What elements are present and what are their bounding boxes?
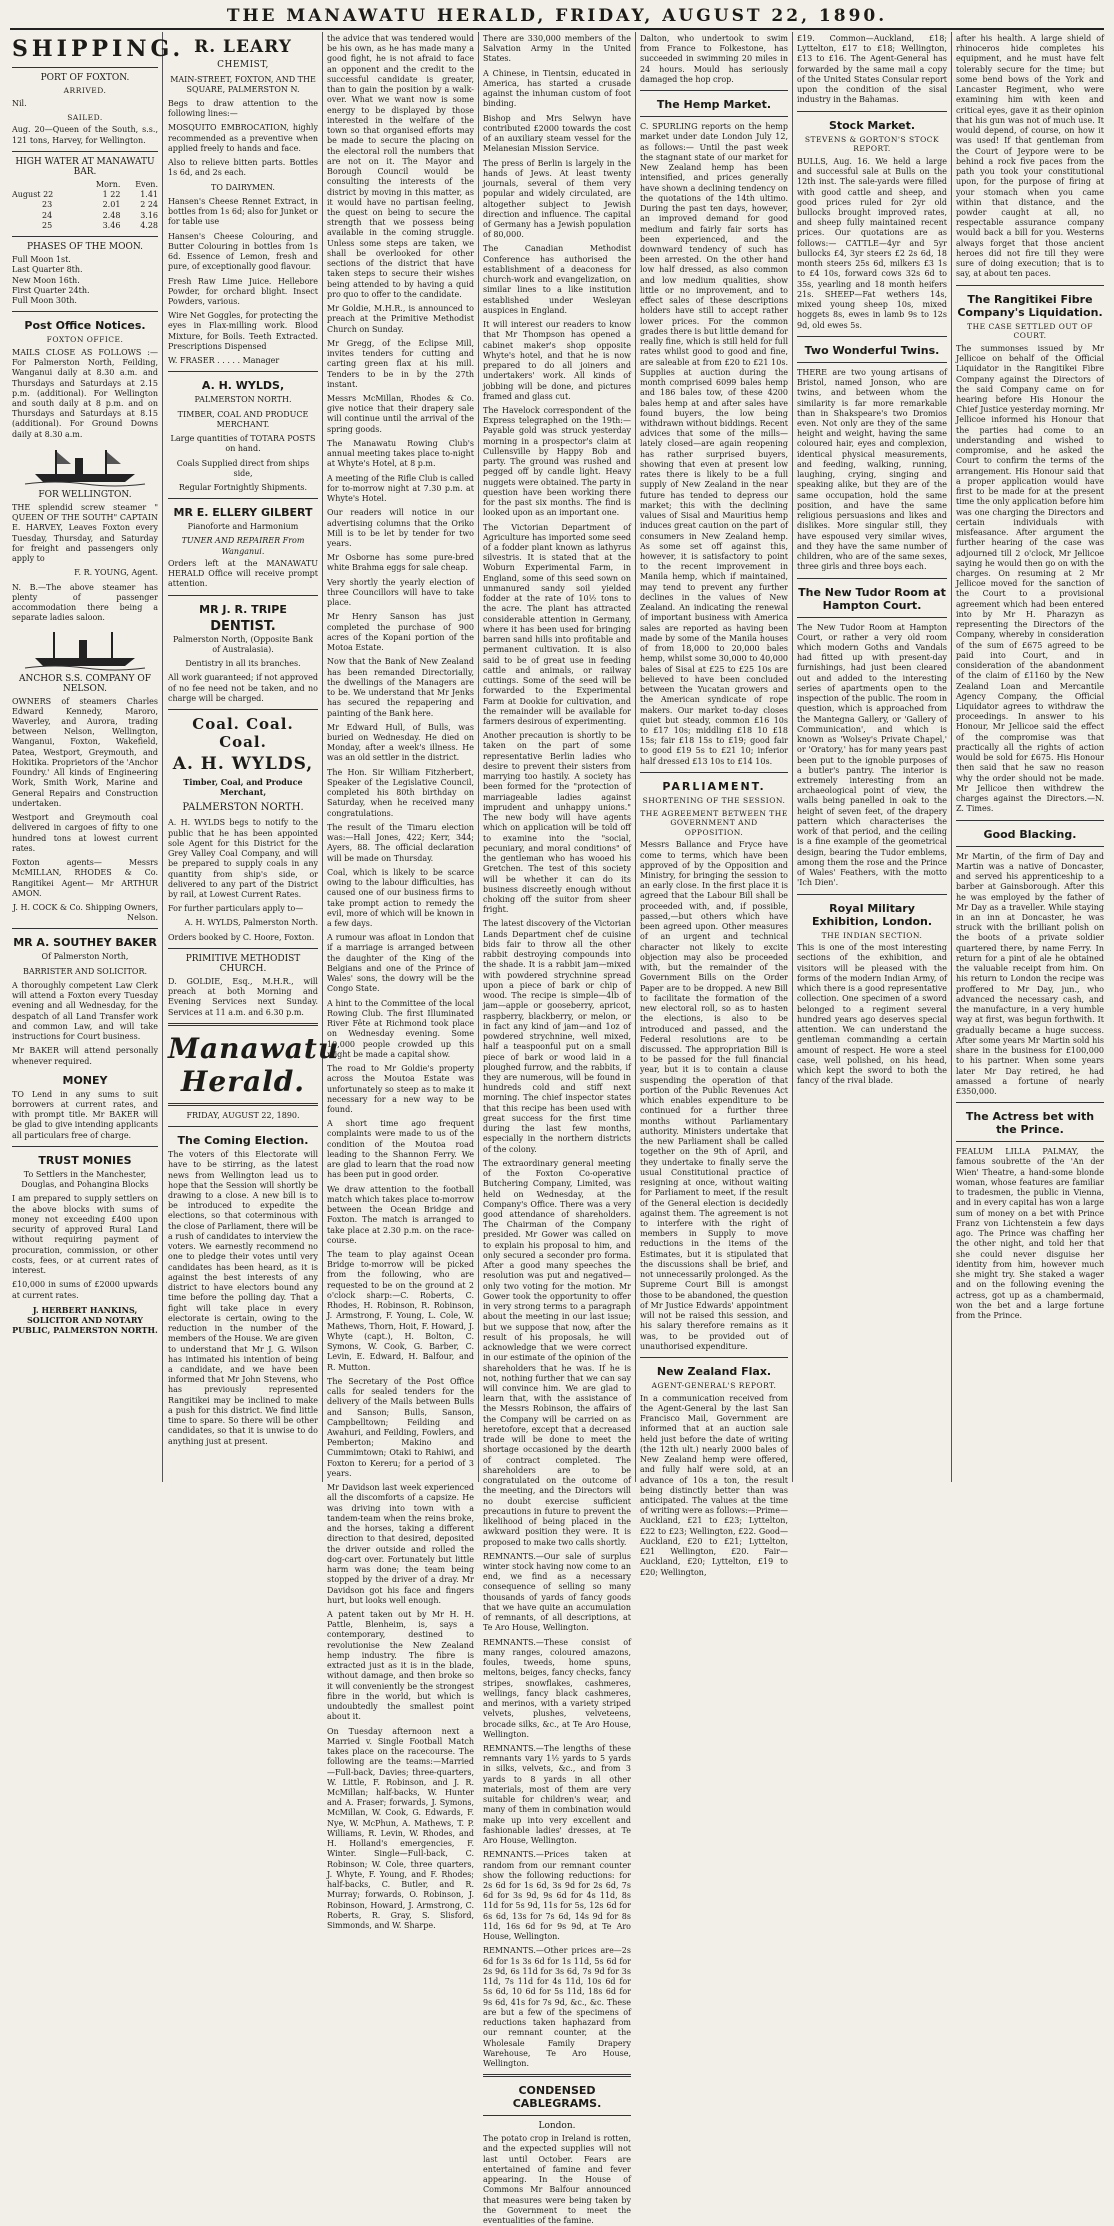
coal-orders: Orders booked by C. Hoore, Foxton. [168,932,315,942]
tripe-name: MR J. R. TRIPE [199,602,287,616]
royal-sub: THE INDIAN SECTION. [821,930,923,940]
flax-sub: AGENT-GENERAL'S REPORT. [651,1381,777,1391]
wylds-name: A. H. WYLDS, [201,379,285,393]
leary-item: Hansen's Cheese Rennet Extract, in bottles from 1s 6d; also for Junket or for table use [168,196,318,227]
gilbert-body: Orders left at the MANAWATU HERALD Office will receive prompt attention. [168,558,318,589]
tide-cell: August 22 [12,190,54,200]
news-item: Very shortly the yearly election of three Councillors will have to take place. [327,577,474,608]
anchor-agents: Foxton agents— Messrs McMILLAN, RHODES & Co. Rangitikei Agent— Mr ARTHUR AMON. [12,858,158,898]
post-title: Post Office Notices. [24,319,146,333]
cable-title: CONDENSED CABLEGRAMS. [512,2084,602,2111]
editorial-body: The voters of this Electorate will have to be stirring, as the latest news from Wellington lead us to hope that the Session will shortly be drawing to a close. A new bill is to be introduced to expedite the elections, so that coterminous with the close of Parliament, there will be a rush of candidates to interview the voters. We earnestly recommend no one to pledge their votes until very candidates has been heard, as it is against the best interests of any district to have electors bound any time before the polling day. That a fight will take place in every electorate is certain, owing to the reduction in the number of the members of the House. We are given to understand that Mr J. G. Wilson has intimated his intention of being a candidate, and we have been informed that Mr John Stevens, who has previously represented Rangitikei may be inclined to make a push for this district. We find little time to spare. So there will be other candidates, so that it is unwise to do anything just at present. [168,1150,318,1446]
post-body: MAILS CLOSE AS FOLLOWS :— For Palmerston North, Feilding, Wanganui daily at 8.30 a.m. and Thursdays and Saturdays at 2.15 p.m. (additional). For Wellington and south daily at 8 p.m. and on Thursdays and Saturdays at 8.15 (additional). For Ground Downs daily at 8.30 a.m. [12,347,158,439]
leary-address: MAIN-STREET, FOXTON, AND THE SQUARE, PALMERSTON N. [170,74,316,94]
port-heading: PORT OF FOXTON. [40,73,130,83]
issue-date: FRIDAY, AUGUST 22, 1890. [186,1110,300,1120]
hemp-body: C. SPURLING reports on the hemp market under date London July 12, as follows:— Until the past week the stagnant state of our market for New Zealand hemp has been intensified, and prices generally have shown a declining tendency on the quotations of the 14th ultimo. During the past ten days, however, an improved demand for good medium and fairly fair sorts has been experienced, and the downward tendency of such has been arrested. On the other hand low half dressed, as also common and low medium qualities, show little or no improvement, and to effect sales of these descriptions holders have still to accept rather lower prices. For the common grades there is but little demand for really fine, which is still held for full rates whilst good to good and fine, are saleable at from £20 to £21 10s. Supplies at auction during the month comprised 6099 bales hemp and 186 bales tow, of these 4200 bales hemp at and after sales have found buyers, the low being withdrawn without biddings. Recent advices that some of the mills—lately closed—are again reopening has rather surprised buyers, showing that even at present low rates there is likely to be a full supply of New Zealand in the near future has tended to depress our market; this with the declining values of Sisal and Mauritius hemp induces great caution on the part of consumers in New Zealand hemp. As some set off against this, however, it is satisfactory to point to the recent improvement in Manila hemp, which if maintained, may tend to prevent any further declines in the values of New Zealand. An indicating the renewal of important business with America sales are reported as having been made by some of the Manila houses of from 18,000 to 20,000 bales hemp, whilst some 30,000 to 40,000 bales of Sisal at £25 to £25 10s are believed to have been concluded between the Yucatan growers and the American syndicate of rope makers. Our market to-day closes quiet but steady, common £16 10s to £17 10s; middling £18 10 £18 15s; fair £18 15s to £19; good fair to good £19 5s to £21 10; inferior half dressed £13 10s to £14 10s. [640,122,788,766]
news-item: Mr Gregg, of the Eclipse Mill, invites tenders for cutting and carting green flax at his mill. Tenders to be in by the 27th instant. [327,338,474,389]
news-item: REMNANTS.—The lengths of these remnants vary 1½ yards to 5 yards in silks, velvets, &c., and from 3 yards to 8 yards in all other materials, most of them are very suitable for children's wear, and many of them in combination would make up into very excellent and fashionable ladies' dresses, at Te Aro House, Wellington. [483,1743,631,1846]
tudor-title: The New Tudor Room at Hampton Court. [798,585,946,612]
southey-body: A thoroughly competent Law Clerk will attend a Foxton every Tuesday evening and all Wednesday, for the despatch of all Land Transfer work and common Law, and will take instructions for Court business. [12,980,158,1042]
southey-role: BARRISTER AND SOLICITOR. [22,966,148,976]
moon-phase: New Moon 16th. [12,275,80,285]
leary-item: TO DAIRYMEN. [211,182,275,192]
news-item: A patent taken out by Mr H. H. Pattle, Blenheim, is, says a contemporary, destined to revolutionise the New Zealand hemp industry. The fibre is extracted just as it is in the blade, without damage, and then broke so it will conveniently be the strongest fibre in the world, but which is undoubtedly the smallest point about it. [327,1609,474,1722]
news-item: A hint to the Committee of the local Rowing Club. The first Illuminated River Fête at Richmond took place on Wednesday evening. Some 10,000 people crowded up this might be made a capital show. [327,998,474,1059]
leary-intro: Begs to draw attention to the following lines:— [168,98,318,119]
leary-sign: W. FRASER . . . . . Manager [168,356,280,366]
parliament-sub: SHORTENING OF THE SESSION. [642,795,786,805]
sailed-label: SAILED. [67,112,103,122]
moon-phase: Full Moon 1st. [12,255,71,265]
news-item: A rumour was afloat in London that if a marriage is arranged between the daughter of the King of the Belgians and one of the Prince of Wales' sons, the dowry will be the Congo State. [327,933,474,994]
wylds-body3: Coals Supplied direct from ships side, [176,458,310,478]
coal-sub: Timber, Coal, and Produce Merchant, [183,777,303,798]
moon-title: PHASES OF THE MOON. [26,242,144,253]
stock-title: Stock Market. [828,118,916,132]
column-rule [478,32,479,1482]
flax-cont: £19. Common—Auckland, £18; Lyttelton, £17 to £18; Wellington, £13 to £16. The Agent-General has forwarded by the same mail a copy of the United States Consular report upon the condition of the sisal industry in the Bahamas. [797,34,947,105]
column-3 [327,34,474,1931]
tide-cell: 3.16 [140,210,158,220]
news-item: The Hon. Sir William Fitzherbert, Speaker of the Legislative Council, completed his 80th birthday on Saturday, when he received many congratulations. [327,767,474,818]
tide-cell: 2 24 [140,200,158,210]
tripe-address: Palmerston North, (Opposite Bank of Australasia). [173,634,313,654]
leary-item: Fresh Raw Lime Juice. Hellebore Powder, for orchard blight. Insect Powders, various. [168,276,318,306]
money-body: TO Lend in any sums to suit borrowers at current rates, and with prompt title. Mr BAKER will be glad to give intending applicants all particulars free of charge. [12,1089,158,1140]
news-item: The Canadian Methodist Conference has authorised the establishment of a deaconess for church-work and evangelization, on similar lines to a like institution established under Wesleyan auspices in England. [483,244,631,315]
news-item: The Havelock correspondent of the Express telegraphed on the 19th:—Payable gold was struck yesterday morning in a prospector's claim at Cullensville by Happy Bob and party. The ground was rushed and pegged off by candle light. Heavy nuggets were obtained. The party in question have been working there for the past six months. The find is looked upon as an important one. [483,405,631,518]
column-2 [168,34,340,1480]
news-item: Mr Edward Hull, of Bulls, was buried on Wednesday. He died on Monday, after a week's illness. He was an old settler in the district. [327,722,474,763]
leary-item: Also to relieve bitten parts. Bottles 1s 6d, and 2s each. [168,158,318,178]
tripe-body: Dentistry in all its branches. [185,659,301,669]
news-item: We draw attention to the football match which takes place to-morrow between the Ocean Bridge and Foxton. The match is arranged to take place at 2.30 p.m. on the race-course. [327,1184,474,1245]
news-item: The Victorian Department of Agriculture has imported some seed of a fodder plant known as lathyrus silvestris. It is stated that at the Woburn Experimental Farm, in England, some of this seed sown on unmanured sandy soil yielded fodder at the rate of 10½ tons to the acre. The plant has attracted considerable attention in Germany, where it has been used for bringing barren sand hills into profitable and permanent cultivation. It is also said to be of great use in feeding cattle and animals, or railway cuttings. Some of the seed will be forwarded to the Experimental Farm at Dookie for cultivation, and the remainder will be available for farmers desirous of experimenting. [483,522,631,726]
cable-body: The potato crop in Ireland is rotten, and the expected supplies will not last until October. Fears are entertained of famine and fever appearing. In the House of Commons Mr Balfour announced that measures were being taken by the Government to meet the eventualities of the famine. [483,2134,631,2226]
wellington-note: N. B.—The above steamer has plenty of passenger accommodation there being a separate ladies saloon. [12,582,158,623]
news-item: The extraordinary general meeting of the Foxton Co-operative Butchering Company, Limited, was held on Wednesday, at the Company's Office. There was a very good attendance of shareholders. The Chairman of the Company presided. Mr Gower was called on to explain his proposal to him, and only secured a seconder pro forma. After a good many speeches the resolution was put and negatived—only two voting for the motion. Mr Gower took the opportunity to offer in very strong terms to a paragraph about the meeting in our last issue; but we suppose that now, after the result of his proposals, he will acknowledge that we were correct in our estimate of the opinion of the shareholders that he was. If he is not, nothing further that we can say will convince him. We are glad to learn that, with the assistance of the Messrs Robinson, the affairs of the Company will be carried on as heretofore, except that a decreased trade will be done to meet the shortage occasioned by the dearth of contract completed. The shareholders are to be congratulated on the outcome of the meeting, and the Directors will no doubt exercise sufficient precautions in future to prevent the likelihood of being placed in the awkward position they were. It is proposed to make two calls shortly. [483,1158,631,1547]
wellington-body: THE splendid screw steamer " QUEEN OF THE SOUTH" CAPTAIN E. HARVEY, Leaves Foxton every Tuesday, Thursday, and Saturday for freight and passengers only apply to [12,502,158,564]
column-rule [635,32,636,1482]
coal-body2: For further particulars apply to— [168,904,304,914]
news-item: Coal, which is likely to be scarce owing to the labour difficulties, has caused one of our business firms to take prompt action to remedy the evil, more of which will be known in a few days. [327,867,474,928]
trust-body3: £10,000 in sums of £2000 upwards at current rates. [12,1280,158,1300]
news-item: The team to play against Ocean Bridge to-morrow will be picked from the following, who are requested to be on the ground at 2 o'clock sharp:—C. Roberts, C. Rhodes, H. Robinson, R. Robinson, J. Armstrong, F. Young, L. Cole, W. Mathews, Thorn, Hoit, F. Howard, J. Whyte (capt.), H. Bolton, C. Symons, W. Cook, G. Barber, C. Levin, E. Edward, H. Balfour, and R. Mutton. [327,1250,474,1372]
steamship-icon [25,628,145,670]
royal-body: This is one of the most interesting sections of the exhibition, and visitors will be pleased with the forms of the modern Indian Army, of which there is a good representative collection. One specimen of a sword belonged to a regiment several hundred years ago deserves special attention. We can understand the gentleman commanding a certain amount of respect. He wore a steel case, well polished, on his head, which kept the sword to both the fancy of the rival blade. [797,943,947,1086]
moon-phase: Last Quarter 8th. [12,265,83,275]
news-item: It will interest our readers to know that Mr Thompson has opened a cabinet maker's shop opposite Whyte's hotel, and that he is now prepared to do all joiners and undertakers' work. All kinds of jobbing will be done, and pictures framed and glass cut. [483,320,631,401]
wylds-body2: Large quantities of TOTARA POSTS on hand. [170,434,316,454]
tide-cell: 24 [42,210,53,220]
wellington-sign: F. R. YOUNG, Agent. [74,568,158,578]
news-item: Messrs McMillan, Rhodes & Co. give notice that their drapery sale will continue until the arrival of the spring goods. [327,393,474,434]
flax-body: In a communication received from the Agent-General by the last San Francisco Mail, Government are informed that at an auction sale held just before the date of writing (the 12th ult.) nearly 2000 bales of New Zealand hemp were offered, and fully half were sold, at an advance of 10s a ton, the result being distinctly better than was anticipated. The values at the time of writing were as follows:—Prime—Auckland, £21 to £23; Lyttelton, £22 to £23; Wellington, £22. Good—Auckland, £20 to £21; Lyttelton, £21 Wellington, £20. Fair—Auckland, £20; Lyttelton, £19 to £20; Wellington, [640,1393,788,1577]
news-item: There are 330,000 members of the Salvation Army in the United States. [483,34,631,64]
tide-table [12,180,158,231]
flax-title: New Zealand Flax. [656,1365,772,1379]
column-rule [792,32,793,1482]
news-item: REMNANTS.—Other prices are—2s 6d for 1s 3s 6d for 1s 11d, 5s 6d for 2s 9d, 6s 11d for 3s 6d, 7s 9d for 3s 11d, 7s 11d for 4s 11d, 10s 6d for 5s 6d, 10 6d for 5s 11d, 18s 6d for 9s 6d, 41s for 7s 9d, &c., &c. These are but a few of the specimens of reductions taken haphazard from our remnant counter, at the Wholesale Family Drapery Warehouse, Te Aro House, Wellington. [483,1946,631,2068]
news-item: Now that the Bank of New Zealand has been remanded Directorially, the dwellings of the Managers are to be. We understand that Mr Jenks has secured the repapering and painting of the Bank here. [327,657,474,718]
stock-body: BULLS, Aug. 16. We held a large and successful sale at Bulls on the 12th inst. The sale-yards were filled with good cattle and sheep, and good prices ruled for 2yr old bullocks brought improved rates, and sheep fully maintained recent prices. Our quotations are as follows:— CATTLE—4yr and 5yr bullocks £4, 3yr steers £2 2s 6d, 18 month steers 25s 6d, milkers £3 1s to £4 10s, forward cows 32s 6d to 35s, yearling and 18 month heifers 21s. SHEEP—Fat wethers 14s, mixed young sheep 10s, mixed hoggets 8s, ewes in lamb 9s to 12s 9d, old ewes 5s. [797,156,947,330]
parliament-title: PARLIAMENT. [662,779,766,793]
tripe-body2: All work guaranteed; if not approved of no fee need not be taken, and no charge will be charged. [168,673,318,703]
news-item: REMNANTS.—Prices taken at random from our remnant counter show the following reductions: for 2s 6d for 1s 6d, 3s 9d for 2s 6d, 7s 6d for 3s 9d, 9s 6d for 4s 11d, 8s 11d for 5s 9d, 11s for 5s, 12s 6d for 6s 6d, 13s for 7s 6d, 14s 9d for 8s 11d, 16s 6d for 9s 9d, at Te Aro House, Wellington. [483,1850,631,1942]
southey-sub: Of Palmerston North, [41,952,129,962]
tide-header: Morn. [95,179,121,189]
leary-name: R. LEARY [194,37,292,57]
wylds-body: TIMBER, COAL AND PRODUCE MERCHANT. [177,409,309,429]
leary-role: CHEMIST, [217,60,269,70]
tide-cell: 1 22 [102,190,121,200]
trust-title: TRUST MONIES [38,1153,132,1167]
twins-body: THERE are two young artisans of Bristol, named Jonson, who are twins, and between whom the similarity is far more remarkable than in Shakspeare's two Dromios even. Not only are they of the same height and weight, having the same coloured hair, eyes and complexion, identical physical measurements, and feeding, walking, running, laughing, crying, singing and speaking alike, but they are of the same occupation, hold the same position, and have the same religious persuasions and likes and dislikes. More singular still, they have espoused very similar wives, and they have the same number of children, who are of the same sexes, three girls and three boys each. [797,367,947,572]
news-item: The road to Mr Goldie's property across the Moutoa Estate was unfortunately so steep as to make it necessary for a new way to be found. [327,1064,474,1114]
intro-text: Dalton, who undertook to swim from France to Folkestone, has succeeded in swimming 20 miles in 24 hours. Mould has seriously damaged the hop crop. [640,34,788,84]
gilbert-role: Pianoforte and Harmonium [187,522,299,532]
trust-body2: I am prepared to supply settlers on the above blocks with sums of money not exceeding £400 upon security of approved Rural Land without requiring payment of procuration, commission, or other costs, fees, or at current rates of interest. [12,1194,158,1276]
column-5 [640,34,788,1577]
news-item: The Secretary of the Post Office calls for sealed tenders for the delivery of the Mails between Bulls and Sanson; Bulls, Sanson, Campbelltown; Feilding and Awahuri, and Feilding, Fowlers, and Pemberton; Makino and Cummimtown; Otaki to Rahiwi, and Foxton to Kereru; for a period of 3 years. [327,1376,474,1478]
coal-heading: Coal. Coal. Coal. [192,715,294,752]
column-1 [12,34,185,1480]
royal-title: Royal Military Exhibition, London. [811,901,933,928]
leary-item: Hansen's Cheese Colouring, and Butter Colouring in bottles from 1s 6d. Essence of Lemon, fresh and pure, of exceptionally good flavour. [168,231,318,272]
anchor-body: OWNERS of steamers Charles Edward Kennedy, Maroro, Waverley, and Aurora, trading between Nelson, Wellington, Wanganui, Foxton, Wakefield, Patea, Westport, Greymouth, and Hokitika. Proprietors of the 'Anchor Foundry.' All kinds of Engineering Work, Smith Work, Marine and General Repairs and Construction undertaken. [12,696,158,808]
news-item: REMNANTS.—These consist of many ranges, coloured amazons, foules, tweeds, home spuns, meltons, beiges, fancy checks, fancy stripes, snowflakes, cashmeres, wellings, fancy black cashmeres, and merinos, with a variety striped velvets, plushes, velveteens, brocade silks, &c., at Te Aro House, Wellington. [483,1637,631,1739]
southey-note: Mr BAKER will attend personally whenever required. [12,1046,158,1066]
trust-sign: J. HERBERT HANKINS, SOLICITOR AND NOTARY PUBLIC, PALMERSTON NORTH. [12,1304,158,1336]
coal-place: PALMERSTON NORTH. [182,801,304,813]
news-item: A short time ago frequent complaints were made to us of the condition of the Moutoa road leading to the Shannon Ferry. We are glad to learn that the road now has been put in good order. [327,1119,474,1180]
news-item: Our readers will notice in our advertising columns that the Oriko Mill is to be let by tender for two years. [327,508,474,549]
leary-item: Wire Net Goggles, for protecting the eyes in Flax-milling work. Blood Mixture, for Boils. Teeth Extracted. Prescriptions Dispensed [168,311,318,351]
tripe-role: DENTIST. [210,618,276,634]
actress-title: The Actress bet with the Prince. [965,1110,1095,1137]
tide-cell: 3.46 [102,220,121,230]
gilbert-name: MR E. ELLERY GILBERT [173,506,313,520]
church-title: PRIMITIVE METHODIST CHURCH. [185,953,301,974]
anchor-sign: J. H. COCK & Co. Shipping Owners, Nelson. [12,902,158,923]
leary-item: MOSQUITO EMBROCATION, highly recommended as a preventive when applied freely to hands and face. [168,123,318,153]
tide-cell: 2.01 [102,200,121,210]
coal-sign: A. H. WYLDS, Palmerston North. [184,918,318,928]
blacking-title: Good Blacking. [983,827,1077,841]
newspaper-flag: Manawatu Herald. [168,1031,340,1098]
column-6 [797,34,947,1480]
wylds-place: PALMERSTON NORTH. [194,395,292,405]
editorial-cont: the advice that was tendered would be his own, as he has made many a good fight, he is not afraid to face an opponent and the credit to the successful candidate is greater, than to gain the position by a walk-over. What we want now is some energy to be displayed by those interested in the welfare of the town so that organised efforts may be made to secure the placing on the electoral roll the numbers that are not on it. The Mayor and Borough Council would be consulting the interests of the district by moving in this matter, as it would have no partisan feeling, the quest on being to secure the strength that we possess being available in the coming struggle. Unless some steps are taken, we shall be overlooked for other sections of the district that have taken steps to secure their wishes being attended to by having a quid pro quo to offer to the candidate. [327,34,474,299]
column-rule [162,32,163,1482]
tide-cell: 2.48 [102,210,121,220]
twins-title: Two Wonderful Twins. [804,343,940,357]
shipping-title: SHIPPING. [12,36,185,62]
masthead: THE MANAWATU HERALD, FRIDAY, AUGUST 22, 1890. [10,6,1104,30]
post-sub: FOXTON OFFICE. [46,335,124,345]
fibre-body: The summonses issued by Mr Jellicoe on behalf of the Official Liquidator in the Rangitikei Fibre Company against the Directors of the said Company came on for hearing before His Honour the Chief Justice yesterday morning. Mr Jellicoe informed his Honour that the parties had come to an understanding and wished to compromise, and he asked the Court to confirm the terms of the arrangement. His Honour said that a proper application would have first to be made for at the present time the only application before him was one charging the Directors and certain individuals with misfeasance. After argument the further hearing of the case was adjourned till 2 o'clock, Mr Jellicoe saying he would then go on with the charges. On resuming at 2 Mr Jellicoe moved for the sanction of the Court to a provisional agreement which had been entered into by Mr H. Pharazyn as representing the Directors of the Company, whereby in consideration of the sum of £675 agreed to be paid into Court, and in consideration of the abandonment of the claim of £1160 by the New Zealand Loan and Mercantile Agency Company, the Official Liquidator agrees to withdraw the proceedings. In answer to his Honour, Mr Jellicoe said the effect of the compromise was that practically all the rights of action would be sold for £675. His Honour then said that he saw no reason why the order should not be made. Mr Jellicoe then withdrew the charges against the Directors.—N. Z. Times. [956,343,1104,814]
anchor-body2: Westport and Greymouth coal delivered in cargoes of fifty to one hundred tons at lowest current rates. [12,813,158,853]
arrived-body: Nil. [12,98,27,108]
coal-body: A. H. WYLDS begs to notify to the public that he has been appointed sole Agent for this District for the Grey Valley Coal Company, and will be prepared to supply coals in any quantity from ship's side, or delivered to any part of the District by rail, at Lowest Current Rates. [168,818,318,899]
fibre-sub: THE CASE SETTLED OUT OF COURT. [967,321,1093,341]
news-item: The result of the Timaru election was:—Hall Jones, 422; Kerr, 344; Ayers, 88. The official declaration will be made on Thursday. [327,822,474,863]
news-item: A meeting of the Rifle Club is called for to-morrow night at 7.30 p.m. at Whyte's Hotel. [327,473,474,504]
news-item: The Manawatu Rowing Club's annual meeting takes place to-night at Whyte's Hotel, at 8 p.m. [327,438,474,469]
intro-text: after his health. A large shield of rhinoceros hide completes his equipment, and he must have felt tolerably secure for the time; but some bend bows of the York and Lancaster Regiment, who were examining him with keen and critical eyes, gave it as their opinion that his gun was not of much use. It would depend, of course, on how it was used! If that gentleman from the Court of Jeypore were to be behind a rock five paces from the path you took your constitutional upon, for the purpose of firing at your stomach when you came within that distance, and the powder caught at all, no respectable assurance company would back a bill for you. Westerns always forget that those ancient heroes did not fire till they were sure of doing execution; that is to say, at about ten paces. [956,34,1104,279]
tide-header: Even. [135,179,158,189]
news-item: Mr Osborne has some pure-bred white Brahma eggs for sale cheap. [327,553,474,573]
news-item: Another precaution is shortly to be taken on the part of some representative Berlin ladies who desire to prevent their sisters from marrying too hastily. A society has been formed for the "protection of marriageable ladies against imprudent and unhappy unions." The new body will have agents which on application will be told off to examine into the "social, pecuniary, and moral conditions" of the gentleman who has wooed his Gretchen. The test of this society will be whether it can do its business discreetly enough without choking off the suitor from sheer fright. [483,731,631,915]
tudor-body: The New Tudor Room at Hampton Court, or rather a very old room which modern Goths and Vandals had fitted up with present-day furnishings, had just been cleared out and added to the interesting series of apartments open to the inspection of the public. The room in question, which is approached from the Mantegna Gallery, or 'Gallery of Communication', and which is known as 'Wolsey's Private Chapel,' or 'Oratory,' has for many years past been put to the ignoble purposes of a butler's pantry. The interior is extremely interesting from an archaeological point of view, the walls being panelled in oak to the height of seven feet, of the drapery pattern which characterises the work of that period, and the ceiling is a fine example of the geometrical design, bearing the Tudor emblems, among them the rose and the Prince of Wales' Feathers, with the motto 'Ich Dien'. [797,622,947,888]
trust-body: To Settlers in the Manchester, Douglas, and Pohangina Blocks [21,1169,149,1190]
news-item: REMNANTS.—Our sale of surplus winter stock having now come to an end, we find as a necessary consequence of selling so many thousands of yards of fancy goods that we have quite an accumulation of remnants, of all descriptions, at Te Aro House, Wellington. [483,1551,631,1633]
hemp-title: The Hemp Market. [656,98,772,112]
news-item: On Tuesday afternoon next a Married v. Single Football Match takes place on the racecourse. The following are the teams:—Married—Full-back, Davies; three-quarters, W. Little, F. Robinson, and J. R. McMillan; half-backs, W. Hunter and A. Fraser; forwards, J. Symons, McMillan, W. Cook, G. Edwards, F. Nye, W. McPhun, A. Mathews, T. P. Williams, R. Levin, W. Rhodes, and H. Holland's emergencies, F. Winter. Single—Full-back, C. Robinson; W. Cole, three quarters, J. Whyte, F. Young, and F. Rhodes; half-backs, C. Butler, and R. Murray; forwards, O. Robinson, J. Robinson, Howard, J. Armstrong, C. Roberts, R. Gray, S. Slisford, Simmonds, and W. Sharpe. [327,1726,474,1931]
anchor-title: ANCHOR S.S. COMPANY OF NELSON. [19,673,151,694]
arrived-label: ARRIVED. [63,86,107,95]
tide-cell: 23 [42,200,53,210]
cable-sub: London. [538,2121,576,2132]
news-item: Mr Henry Sanson has just completed the purchase of 900 acres of the Kopani portion of the Motoa Estate. [327,612,474,653]
news-item: Mr Goldie, M.H.R., is announced to preach at the Primitive Methodist Church on Sunday. [327,304,474,334]
tide-header [12,180,80,190]
parliament-sub2: THE AGREEMENT BETWEEN THE GOVERNMENT AND OPPOSITION. [640,808,788,837]
tide-cell: 1.41 [140,190,158,200]
news-item: Bishop and Mrs Selwyn have contributed £2000 towards the cost of an auxiliary steam vessel for the Melanesian Mission Service. [483,113,631,154]
church-body: D. GOLDIE, Esq., M.H.R., will preach at both Morning and Evening Services next Sunday. Services at 11 a.m. and 6.30 p.m. [168,976,318,1017]
actress-body: FEALUM LILLA PALMAY, the famous soubrette of the 'An der Wien' Theatre, a hand-some blonde woman, whose features are familiar to tradesmen, the public in Vienna, and in every capital has won a large sum of money on a bet with Prince Franz von Lichtenstein a few days ago. The Prince was chaffing her the other night, and told her that she could never disguise her identity from him, however much she might try. She staked a wager and on the following evening the actress, got up as a chambermaid, won the bet and a large fortune from the Prince. [956,1147,1104,1320]
steamship-icon [25,444,145,486]
tide-title: HIGH WATER AT MANAWATU BAR. [15,156,155,177]
editorial-title: The Coming Election. [177,1134,309,1148]
money-title: MONEY [62,1073,108,1087]
news-item: The latest discovery of the Victorian Lands Department chef de cuisine bids fair to throw all the other rabbit destroying compounds into the shade. It is a rabbit jam—mixed with powdered strychnine spread upon a piece of bark or chip of wood. The recipe is simple—4lb of jam—apple or gooseberry, apricot, raspberry, blackberry, or melon, or in fact any kind of jam—and 1oz of powdered strychnine, well mixed, half a teaspoonful put on a small piece of bark or wood laid in a ploughed furrow, and the rabbits, if they are numerous, will be found in hundreds cold and stiff next morning. The chief inspector states that this recipe has been used with great success for the first time during the last few months, especially in the northern districts of the colony. [483,919,631,1154]
news-item: The press of Berlin is largely in the hands of Jews. At least twenty journals, several of them very popular and widely circulated, are altogether subject to Jewish direction and influence. The capital of Germany has a Jewish population of 80,000. [483,158,631,240]
column-rule [951,32,952,1482]
moon-phase: First Quarter 24th. [12,285,90,295]
southey-name: MR A. SOUTHEY BAKER [13,936,157,950]
coal-name: A. H. WYLDS, [172,754,314,775]
stock-sub: STEVENS & GORTON'S STOCK REPORT. [804,134,940,154]
sailed-body: Aug. 20—Queen of the South, s.s., 121 tons, Harvey, for Wellington. [12,125,158,145]
column-rule [322,32,323,1482]
news-item: Mr Davidson last week experienced all the discomforts of a capsize. He was driving into town with a tandem-team when the reins broke, and the horses, taking a different direction to that desired, deposited the driver outside and rolled the dog-cart over. Fortunately but little harm was done; the team being stopped by the driver of a dray. Mr Davidson got his face and fingers hurt, but looks well enough. [327,1483,474,1605]
parliament-body: Messrs Ballance and Fryce have come to terms, which have been approved of by the Opposition and Ministry, for bringing the session to an early close. In the first place it is agreed that the Labour Bill shall be proceeded with, and, if possible, passed,—but others which have been agreed upon. Other measures of an urgent and technical character not likely to excite objection may also be proceeded with, but the remainder of the Government Bills on the Order Paper are to be dropped. A new Bill to facilitate the formation of the new electoral roll, so as to hasten the elections, is also to be introduced and passed, and the Federal resolutions are to be discussed. The appropriation Bill is to be passed for the full financial year, but it is to contain a clause suspending the operation of that portion of the Public Revenues Act which enables expenditure to be continued for a further three months without Parliamentary authority. Ministers undertake that the new Parliament shall be called together on the 9th of April, and they undertake to finally serve the usual Constitutional practice of resigning at once, without waiting for Parliament to meet, if the result of the General election is decidedly against them. The agreement is not to interfere with the right of members in Supply to move reductions in the items of the Estimates, but it is stipulated that the discussions shall be brief, and not unnecessarily prolonged. As the Supreme Court Bill is amongst those to be abandoned, the question of Mr Justice Edwards' appointment will not be raised this session, and his salary therefore remains as it was, to be provided out of unauthorised expenditure. [640,840,788,1351]
column-7 [956,34,1104,1480]
column-4 [483,34,631,2226]
wellington-title: FOR WELLINGTON. [38,489,132,500]
moon-phase: Full Moon 30th. [12,296,77,305]
news-item: A Chinese, in Tientsin, educated in America, has started a crusade against the inhuman custom of foot binding. [483,68,631,109]
tide-cell: 25 [42,220,53,230]
fibre-title: The Rangitikei Fibre Company's Liquidation. [957,292,1103,319]
tide-cell: 4.28 [140,220,158,230]
blacking-body: Mr Martin, of the firm of Day and Martin was a native of Doncaster, and served his apprenticeship to a barber at Gainsborough. After this he was employed by the father of Mr Day as a traveller. While staying in an inn at Doncaster, he was struck with the brilliant polish on the boots of a private soldier quartered there, by name Ferry. In return for a pint of ale he obtained the valuable receipt from him. On his return to London the recipe was proffered to Mr Day, jun., who advanced the necessary cash, and the manufacture, in a very humble way at first, was begun forthwith. It gradually became a huge success. After some years Mr Martin sold his share in the business for £100,000 to his partner. When some years later Mr Day retired, he had amassed a fortune of nearly £350,000. [956,851,1104,1096]
gilbert-tuner: TUNER AND REPAIRER From Wanganui. [181,536,305,556]
wylds-body4: Regular Fortnightly Shipments. [178,483,308,493]
